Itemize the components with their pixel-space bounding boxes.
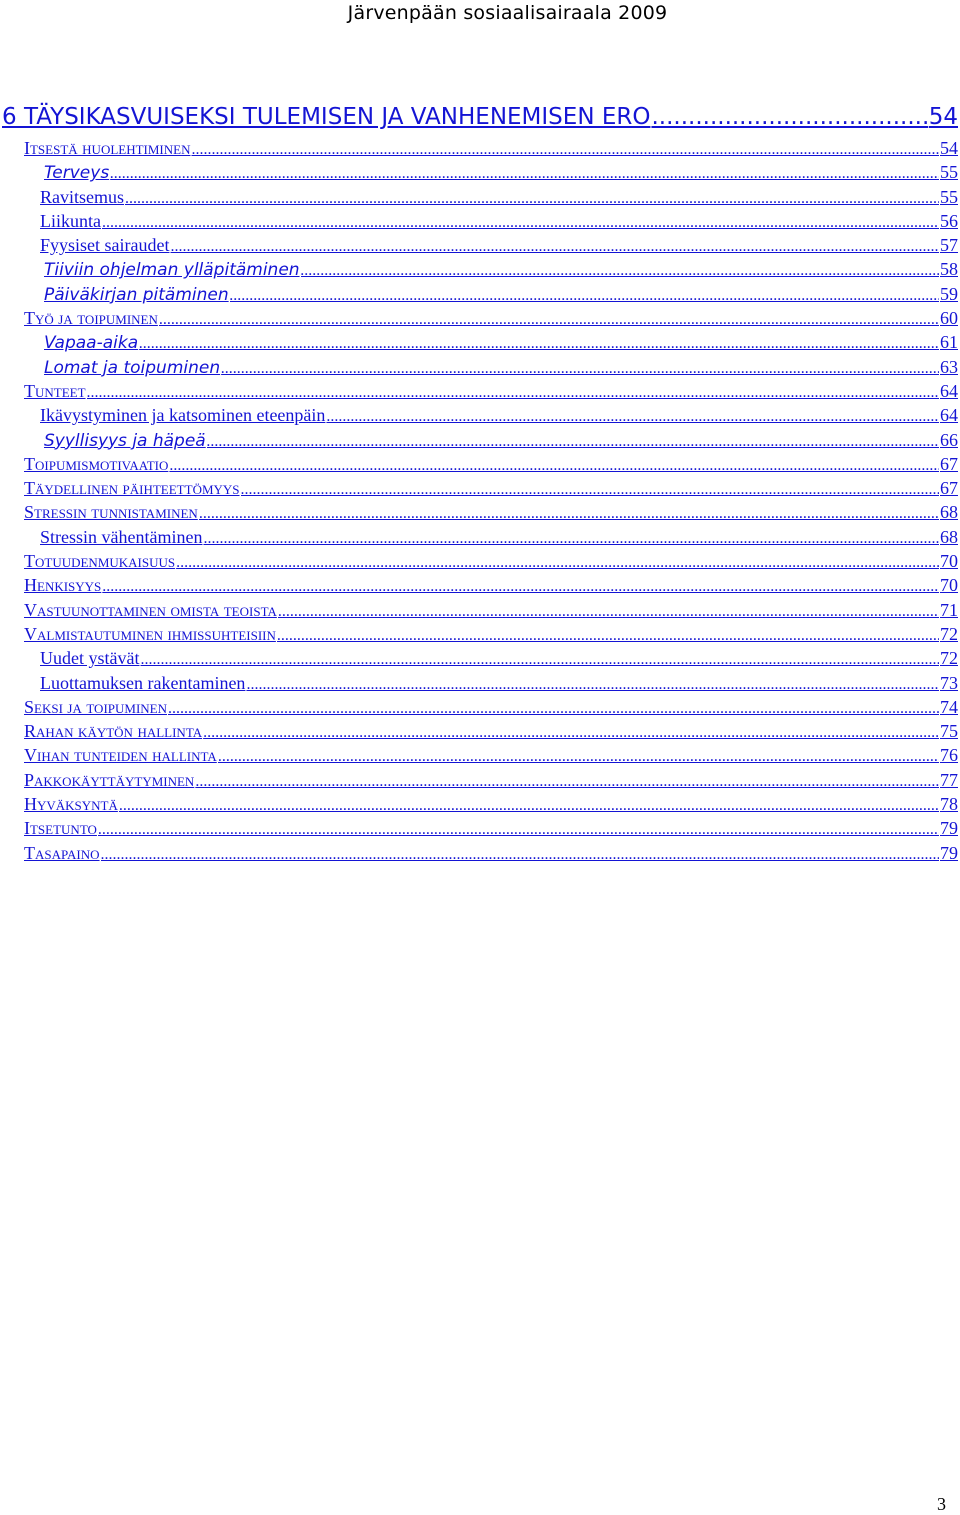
toc-entry-page: 68 bbox=[940, 502, 958, 523]
toc-entry-page: 54 bbox=[928, 104, 958, 130]
toc-entry[interactable] bbox=[0, 721, 960, 745]
toc-entry[interactable] bbox=[0, 405, 960, 429]
toc-entry-page: 61 bbox=[940, 332, 958, 353]
toc-entry-label: Totuudenmukaisuus bbox=[24, 551, 176, 572]
dot-leader bbox=[191, 141, 939, 159]
dot-leader bbox=[203, 530, 939, 548]
toc-entry[interactable] bbox=[0, 259, 960, 283]
toc-entry-page: 77 bbox=[940, 769, 958, 790]
dot-leader bbox=[241, 481, 939, 499]
toc-entry[interactable] bbox=[0, 187, 960, 211]
dot-leader bbox=[199, 505, 939, 523]
toc-entry-page: 55 bbox=[940, 162, 958, 183]
dot-leader bbox=[110, 165, 939, 183]
toc-entry[interactable] bbox=[0, 284, 960, 308]
toc-entry-label: Täydellinen päihteettömyys bbox=[24, 478, 240, 499]
toc-entry-label: Päiväkirjan pitäminen bbox=[44, 284, 229, 305]
toc-entry[interactable] bbox=[0, 235, 960, 259]
toc-entry[interactable] bbox=[0, 648, 960, 672]
dot-leader bbox=[246, 676, 939, 694]
toc-entry-page: 66 bbox=[940, 429, 958, 450]
dot-leader bbox=[203, 724, 939, 742]
toc-entry[interactable] bbox=[0, 673, 960, 697]
toc-entry[interactable] bbox=[0, 794, 960, 818]
toc-entry-page: 56 bbox=[940, 210, 958, 231]
dot-leader bbox=[278, 603, 939, 621]
dot-leader bbox=[87, 384, 939, 402]
toc-entry[interactable] bbox=[0, 454, 960, 478]
toc-entry-label: Työ ja toipuminen bbox=[24, 308, 158, 329]
toc-entry-page: 68 bbox=[940, 526, 958, 547]
toc-entry-label: Ikävystyminen ja katsominen eteenpäin bbox=[40, 405, 326, 426]
toc-entry[interactable] bbox=[0, 770, 960, 794]
table-of-contents bbox=[0, 104, 960, 867]
dot-leader bbox=[169, 457, 939, 475]
toc-entry-label: Rahan käytön hallinta bbox=[24, 721, 203, 742]
toc-entry-label: Syyllisyys ja häpeä bbox=[44, 430, 206, 451]
toc-entry-page: 70 bbox=[940, 551, 958, 572]
toc-entry-label: Vihan tunteiden hallinta bbox=[24, 745, 217, 766]
toc-entry-label: Tunteet bbox=[24, 380, 86, 401]
toc-entry-label: Tasapaino bbox=[24, 842, 100, 863]
toc-entry[interactable] bbox=[0, 308, 960, 332]
toc-entry-page: 78 bbox=[940, 794, 958, 815]
toc-entry-label: Toipumismotivaatio bbox=[24, 453, 169, 474]
toc-entry-page: 64 bbox=[940, 405, 958, 426]
dot-leader bbox=[140, 651, 939, 669]
dot-leader bbox=[195, 773, 939, 791]
toc-entry-label: Valmistautuminen ihmissuhteisiin bbox=[24, 623, 276, 644]
toc-entry-label: Vapaa-aika bbox=[44, 333, 139, 354]
toc-entry-label: Luottamuksen rakentaminen bbox=[40, 672, 246, 693]
dot-leader bbox=[651, 104, 927, 130]
toc-entry-label: Henkisyys bbox=[24, 575, 102, 596]
toc-entry[interactable] bbox=[0, 697, 960, 721]
toc-entry-label: Vastuunottaminen omista teoista bbox=[24, 599, 277, 620]
dot-leader bbox=[102, 214, 939, 232]
toc-entry-label: 6 TÄYSIKASVUISEKSI TULEMISEN JA VANHENEMISEN ERO bbox=[2, 104, 651, 130]
dot-leader bbox=[277, 627, 939, 645]
toc-entry-page: 76 bbox=[940, 745, 958, 766]
toc-entry[interactable] bbox=[0, 600, 960, 624]
toc-entry-page: 57 bbox=[940, 235, 958, 256]
toc-entry-label: Uudet ystävät bbox=[40, 648, 140, 669]
toc-entry[interactable] bbox=[0, 527, 960, 551]
toc-entry[interactable] bbox=[0, 478, 960, 502]
toc-entry-label: Tiiviin ohjelman ylläpitäminen bbox=[44, 260, 300, 281]
toc-entry-label: Itsetunto bbox=[24, 818, 97, 839]
toc-entry-page: 72 bbox=[940, 648, 958, 669]
toc-entry[interactable] bbox=[0, 138, 960, 162]
toc-entry-page: 73 bbox=[940, 672, 958, 693]
toc-entry[interactable] bbox=[0, 818, 960, 842]
toc-entry[interactable] bbox=[0, 332, 960, 356]
dot-leader bbox=[230, 287, 939, 305]
toc-entry[interactable] bbox=[0, 162, 960, 186]
toc-entry-label: Stressin tunnistaminen bbox=[24, 502, 198, 523]
toc-entry-label: Hyväksyntä bbox=[24, 794, 118, 815]
toc-entry-page: 64 bbox=[940, 380, 958, 401]
toc-entry[interactable] bbox=[0, 502, 960, 526]
toc-entry[interactable] bbox=[0, 104, 960, 138]
toc-entry[interactable] bbox=[0, 745, 960, 769]
toc-entry-label: Fyysiset sairaudet bbox=[40, 235, 170, 256]
toc-entry-page: 71 bbox=[940, 599, 958, 620]
toc-entry-label: Terveys bbox=[44, 163, 110, 184]
toc-entry-page: 55 bbox=[940, 186, 958, 207]
toc-entry-label: Stressin vähentäminen bbox=[40, 526, 203, 547]
toc-entry-page: 58 bbox=[940, 259, 958, 280]
dot-leader bbox=[218, 748, 939, 766]
dot-leader bbox=[221, 360, 939, 378]
page-number: 3 bbox=[937, 1494, 946, 1514]
dot-leader bbox=[301, 262, 939, 280]
toc-entry[interactable] bbox=[0, 575, 960, 599]
toc-entry-page: 67 bbox=[940, 478, 958, 499]
toc-entry-label: Ravitsemus bbox=[40, 186, 124, 207]
dot-leader bbox=[326, 408, 939, 426]
running-header: Järvenpään sosiaalisairaala 2009 bbox=[347, 2, 668, 24]
toc-entry-page: 60 bbox=[940, 308, 958, 329]
toc-entry[interactable] bbox=[0, 430, 960, 454]
toc-entry-label: Itsestä huolehtiminen bbox=[24, 138, 191, 158]
dot-leader bbox=[98, 821, 939, 839]
dot-leader bbox=[207, 433, 939, 451]
dot-leader bbox=[119, 797, 939, 815]
toc-entry-label: Lomat ja toipuminen bbox=[44, 357, 221, 378]
dot-leader bbox=[176, 554, 939, 572]
dot-leader bbox=[125, 190, 939, 208]
toc-entry[interactable] bbox=[0, 357, 960, 381]
toc-entry-label: Seksi ja toipuminen bbox=[24, 696, 167, 717]
toc-entry-page: 79 bbox=[940, 818, 958, 839]
toc-entry[interactable] bbox=[0, 624, 960, 648]
toc-entry-label: Liikunta bbox=[40, 210, 101, 231]
toc-entry-page: 75 bbox=[940, 721, 958, 742]
toc-entry[interactable] bbox=[0, 381, 960, 405]
toc-entry-page: 79 bbox=[940, 842, 958, 863]
toc-entry-page: 74 bbox=[940, 696, 958, 717]
dot-leader bbox=[168, 700, 939, 718]
dot-leader bbox=[101, 846, 939, 864]
toc-entry-label: Pakkokäyttäytyminen bbox=[24, 769, 195, 790]
dot-leader bbox=[139, 335, 939, 353]
toc-entry-page: 63 bbox=[940, 356, 958, 377]
toc-entry[interactable] bbox=[0, 843, 960, 867]
toc-entry[interactable] bbox=[0, 551, 960, 575]
dot-leader bbox=[159, 311, 939, 329]
dot-leader bbox=[170, 238, 939, 256]
toc-entry-page: 70 bbox=[940, 575, 958, 596]
toc-entry-page: 59 bbox=[940, 283, 958, 304]
toc-entry-page: 54 bbox=[940, 138, 958, 158]
toc-entry[interactable] bbox=[0, 211, 960, 235]
toc-entry-page: 67 bbox=[940, 453, 958, 474]
dot-leader bbox=[102, 578, 939, 596]
toc-entry-page: 72 bbox=[940, 623, 958, 644]
